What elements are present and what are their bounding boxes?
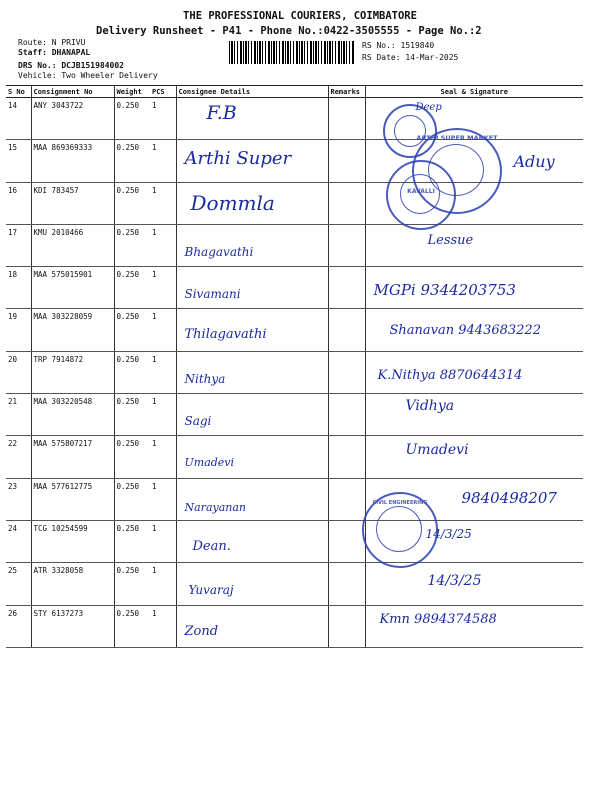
- cell-remarks: [328, 478, 365, 520]
- cell-pcs: 1: [150, 98, 176, 140]
- cell-pcs: 1: [150, 478, 176, 520]
- col-remarks: Remarks: [328, 86, 365, 98]
- cell-weight: 0.250: [114, 351, 150, 393]
- cell-sno: 20: [6, 351, 31, 393]
- cell-remarks: [328, 436, 365, 478]
- consignee-handwriting: Thilagavathi: [184, 327, 267, 343]
- cell-weight: 0.250: [114, 140, 150, 182]
- cell-sno: 26: [6, 605, 31, 647]
- cell-pcs: 1: [150, 224, 176, 266]
- table-row: [6, 436, 583, 478]
- consignee-handwriting: Dommla: [190, 190, 275, 215]
- consignee-handwriting: Yuvaraj: [188, 583, 234, 598]
- cell-remarks: [328, 224, 365, 266]
- table-row: [6, 605, 583, 647]
- cell-signature: [365, 309, 583, 351]
- cell-weight: 0.250: [114, 267, 150, 309]
- col-pcs: PCS: [150, 86, 176, 98]
- cell-weight: 0.250: [114, 182, 150, 224]
- cell-pcs: 1: [150, 267, 176, 309]
- cell-consignment: KDI 783457: [31, 182, 114, 224]
- signature-handwriting: 9840498207: [461, 488, 557, 507]
- signature-handwriting: 14/3/25: [425, 526, 472, 541]
- table-row: [6, 563, 583, 605]
- cell-remarks: [328, 309, 365, 351]
- col-consignee: Consignee Details: [176, 86, 328, 98]
- stamp-text: ARTHI SUPER MARKET: [416, 134, 498, 142]
- cell-sno: 14: [6, 98, 31, 140]
- consignee-handwriting: Dean.: [192, 538, 231, 554]
- cell-signature: [365, 394, 583, 436]
- cell-sno: 25: [6, 563, 31, 605]
- cell-weight: 0.250: [114, 436, 150, 478]
- table-row: [6, 351, 583, 393]
- signature-handwriting: Shanavan 9443683222: [389, 323, 541, 339]
- cell-pcs: 1: [150, 309, 176, 351]
- cell-signature: [365, 267, 583, 309]
- cell-consignee: [176, 98, 328, 140]
- cell-consignment: STY 6137273: [31, 605, 114, 647]
- cell-consignment: MAA 575015901: [31, 267, 114, 309]
- cell-pcs: 1: [150, 351, 176, 393]
- runsheet-title: Delivery Runsheet - P41 - Phone No.:0422-3505555 - Page No.:2: [96, 25, 482, 37]
- cell-remarks: [328, 140, 365, 182]
- cell-consignee: [176, 436, 328, 478]
- table-row: [6, 224, 583, 266]
- consignee-handwriting: Zond: [184, 623, 219, 639]
- table-row: [6, 478, 583, 520]
- signature-handwriting: Vidhya: [405, 398, 455, 415]
- table-row: [6, 394, 583, 436]
- cell-consignment: TRP 7914872: [31, 351, 114, 393]
- consignee-handwriting: Bhagavathi: [184, 244, 254, 259]
- cell-weight: 0.250: [114, 563, 150, 605]
- col-sno: S No: [6, 86, 31, 98]
- cell-sno: 15: [6, 140, 31, 182]
- cell-consignee: [176, 563, 328, 605]
- table-row: [6, 267, 583, 309]
- rs-number: RS No.: 1519840: [362, 41, 435, 50]
- consignee-handwriting: Sagi: [184, 414, 212, 429]
- cell-consignment: ANY 3043722: [31, 98, 114, 140]
- consignee-handwriting: F.B: [206, 102, 237, 124]
- signature-handwriting: MGPi 9344203753: [373, 281, 516, 300]
- cell-consignee: [176, 182, 328, 224]
- cell-signature: [365, 351, 583, 393]
- cell-remarks: [328, 98, 365, 140]
- cell-pcs: 1: [150, 182, 176, 224]
- consignee-handwriting: Narayanan: [184, 500, 246, 514]
- cell-consignee: [176, 478, 328, 520]
- table-row: [6, 309, 583, 351]
- cell-consignment: ATR 3328058: [31, 563, 114, 605]
- cell-sno: 19: [6, 309, 31, 351]
- signature-handwriting: Lessue: [427, 232, 474, 248]
- table-row: [6, 520, 583, 562]
- cell-consignment: TCG 10254599: [31, 520, 114, 562]
- col-weight: Weight: [114, 86, 150, 98]
- vehicle-label: Vehicle: Two Wheeler Delivery: [18, 71, 158, 80]
- drs-number: DRS No.: DCJB151984002: [18, 61, 124, 70]
- cell-signature: [365, 436, 583, 478]
- cell-sno: 24: [6, 520, 31, 562]
- cell-remarks: [328, 605, 365, 647]
- cell-weight: 0.250: [114, 98, 150, 140]
- consignee-handwriting: Arthi Super: [184, 148, 292, 170]
- cell-weight: 0.250: [114, 520, 150, 562]
- cell-remarks: [328, 563, 365, 605]
- cell-sno: 22: [6, 436, 31, 478]
- cell-consignment: KMU 2010466: [31, 224, 114, 266]
- cell-remarks: [328, 182, 365, 224]
- cell-consignee: [176, 140, 328, 182]
- signature-handwriting: 14/3/25: [427, 573, 482, 590]
- cell-remarks: [328, 394, 365, 436]
- cell-weight: 0.250: [114, 309, 150, 351]
- cell-sno: 18: [6, 267, 31, 309]
- staff-label: Staff: DHANAPAL: [18, 48, 91, 57]
- consignee-handwriting: Umadevi: [184, 456, 235, 470]
- stamp-text: KAVALLI: [407, 188, 435, 195]
- cell-consignment: MAA 869369333: [31, 140, 114, 182]
- consignee-handwriting: Nithya: [184, 371, 226, 386]
- rs-date: RS Date: 14-Mar-2025: [362, 53, 459, 62]
- cell-consignee: [176, 309, 328, 351]
- cell-remarks: [328, 351, 365, 393]
- cell-consignee: [176, 520, 328, 562]
- cell-signature: [365, 605, 583, 647]
- cell-signature: [365, 224, 583, 266]
- consignee-handwriting: Sivamani: [184, 287, 241, 302]
- engineering-stamp: [362, 492, 438, 568]
- cell-sno: 21: [6, 394, 31, 436]
- cell-consignment: MAA 303220548: [31, 394, 114, 436]
- cell-consignee: [176, 605, 328, 647]
- cell-weight: 0.250: [114, 478, 150, 520]
- cell-consignee: [176, 394, 328, 436]
- signature-handwriting: K.Nithya 8870644314: [377, 367, 523, 383]
- cell-consignee: [176, 267, 328, 309]
- cell-weight: 0.250: [114, 224, 150, 266]
- cell-consignee: [176, 351, 328, 393]
- cell-sno: 16: [6, 182, 31, 224]
- col-consignment: Consignment No: [31, 86, 114, 98]
- cell-consignment: MAA 303228059: [31, 309, 114, 351]
- cell-consignment: MAA 577612775: [31, 478, 114, 520]
- cell-pcs: 1: [150, 140, 176, 182]
- cell-remarks: [328, 267, 365, 309]
- cell-consignee: [176, 224, 328, 266]
- signature-handwriting: Deep: [415, 102, 442, 113]
- cell-weight: 0.250: [114, 394, 150, 436]
- cell-sno: 17: [6, 224, 31, 266]
- cell-consignment: MAA 575807217: [31, 436, 114, 478]
- company-title: THE PROFESSIONAL COURIERS, COIMBATORE: [183, 10, 417, 22]
- signature-handwriting: Aduy: [513, 152, 555, 172]
- signature-handwriting: Kmn 9894374588: [379, 611, 497, 627]
- cell-pcs: 1: [150, 436, 176, 478]
- cell-sno: 23: [6, 478, 31, 520]
- cell-signature: [365, 563, 583, 605]
- cell-pcs: 1: [150, 605, 176, 647]
- col-signature: Seal & Signature: [365, 86, 583, 98]
- route-label: Route: N PRIVU: [18, 38, 86, 47]
- cell-pcs: 1: [150, 563, 176, 605]
- cell-pcs: 1: [150, 394, 176, 436]
- cell-weight: 0.250: [114, 605, 150, 647]
- kavalli-stamp: [386, 160, 456, 230]
- stamp-text: CIVIL ENGINEERING: [372, 500, 428, 506]
- cell-pcs: 1: [150, 520, 176, 562]
- table-header-row: [6, 86, 583, 98]
- signature-handwriting: Umadevi: [405, 442, 469, 459]
- cell-remarks: [328, 520, 365, 562]
- barcode: [229, 41, 355, 64]
